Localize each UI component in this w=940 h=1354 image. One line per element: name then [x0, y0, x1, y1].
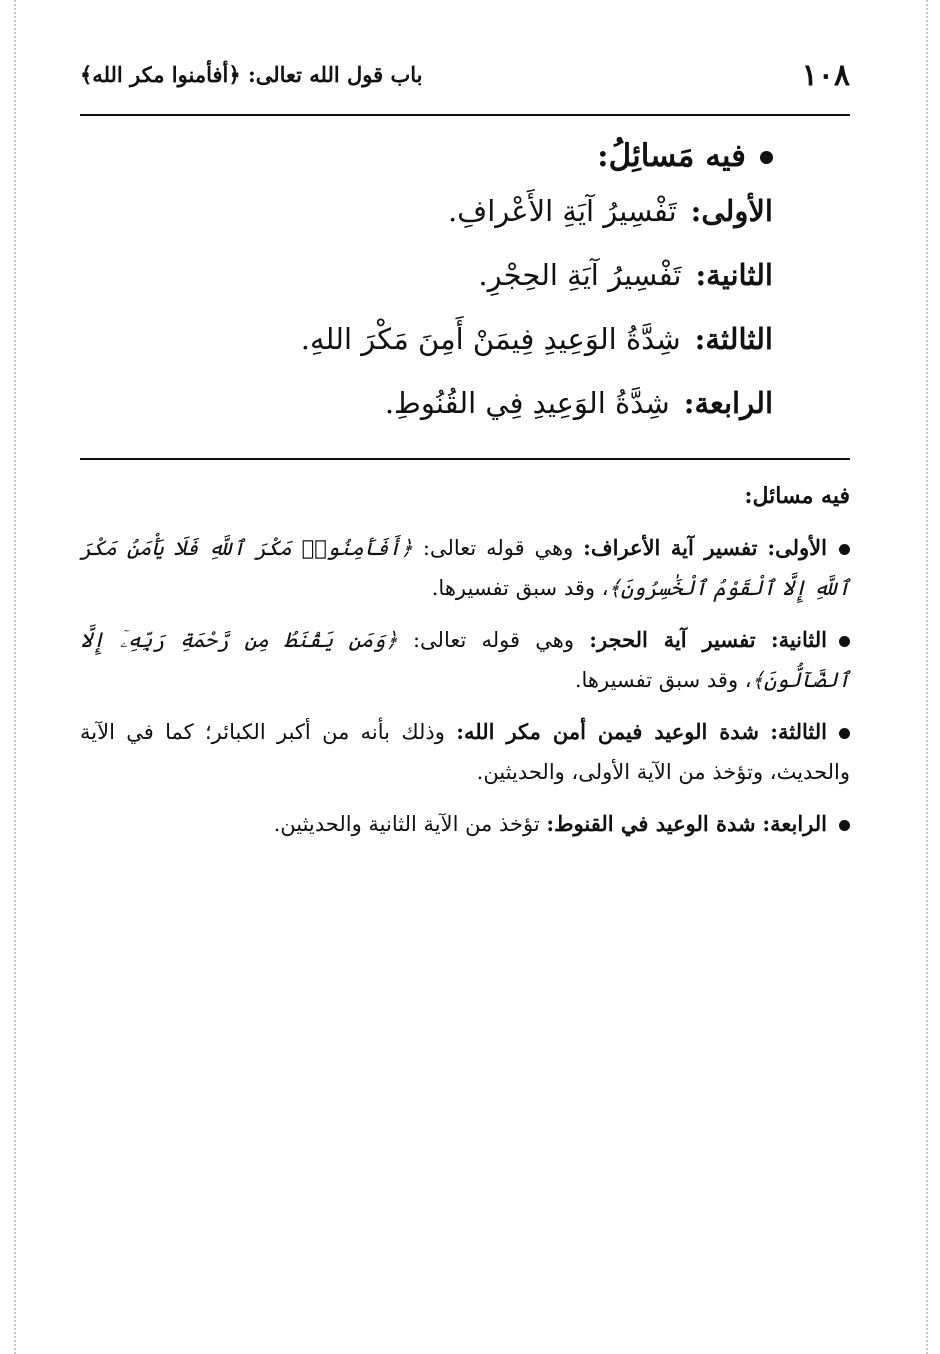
quran-verse: ﴿وَمَن يَقْنَطُ مِن رَّحْمَةِ رَبِّهِۦٓ إِلَّا ٱلضَّآلُّونَ﴾ — [80, 628, 850, 692]
summary-item-text: تَفْسِيرُ آيَةِ الأَعْرافِ. — [447, 194, 677, 228]
commentary-para-second — [80, 620, 850, 700]
scan-edge-left — [14, 0, 16, 1354]
bullet-icon — [839, 636, 850, 647]
summary-item-text: تَفْسِيرُ آيَةِ الحِجْرِ. — [478, 258, 682, 292]
para-label: الثالثة: — [770, 719, 827, 744]
para-body: ، وقد سبق تفسيرها. — [574, 668, 752, 692]
summary-item-label: الثانية: — [695, 258, 773, 292]
commentary-section — [80, 460, 850, 844]
para-title: تفسير آية الحجر: — [589, 627, 756, 652]
para-body: ، وقد سبق تفسيرها. — [431, 576, 609, 600]
commentary-para-first — [80, 528, 850, 608]
summary-item-label: الأولى: — [690, 194, 773, 228]
page-number: ١٠٨ — [801, 58, 850, 93]
bullet-icon — [839, 820, 850, 831]
para-label: الأولى: — [767, 535, 827, 560]
summary-item-label: الرابعة: — [683, 386, 773, 420]
para-label: الثانية: — [770, 627, 827, 652]
book-page — [80, 40, 850, 856]
summary-heading — [80, 136, 773, 176]
commentary-para-third — [80, 712, 850, 792]
para-title: شدة الوعيد في القنوط: — [546, 811, 756, 836]
summary-heading-text: فيه مَسائِلُ: — [597, 138, 746, 174]
summary-item-fourth — [80, 386, 773, 420]
bullet-icon — [760, 151, 773, 164]
para-intro: وهي قوله تعالى: — [412, 628, 574, 652]
para-title: تفسير آية الأعراف: — [583, 535, 758, 560]
summary-item-text: شِدَّةُ الوَعِيدِ فِيمَنْ أَمِنَ مَكْرَ اللهِ. — [300, 322, 681, 356]
issues-summary — [80, 116, 850, 454]
commentary-para-fourth — [80, 804, 850, 844]
bullet-icon — [839, 728, 850, 739]
para-body: تؤخذ من الآية الثانية والحديثين. — [273, 812, 540, 836]
summary-item-second — [80, 258, 773, 292]
running-head — [80, 40, 850, 93]
para-title: شدة الوعيد فيمن أمن مكر الله: — [456, 719, 759, 744]
para-label: الرابعة: — [762, 811, 827, 836]
scan-edge-right — [926, 0, 928, 1354]
bullet-icon — [839, 544, 850, 555]
summary-item-first — [80, 194, 773, 228]
summary-item-label: الثالثة: — [694, 322, 773, 356]
quran-verse: ﴿أَفَأَمِنُوا۟ مَكْرَ ٱللَّهِ فَلَا يَأْمَنُ مَكْرَ ٱللَّهِ إِلَّا ٱلْقَوْمُ ٱلْخَٰسِرُونَ﴾ — [80, 536, 850, 600]
summary-item-third — [80, 322, 773, 356]
commentary-heading: فيه مسائل: — [744, 483, 850, 509]
para-intro: وهي قوله تعالى: — [422, 536, 574, 560]
summary-item-text: شِدَّةُ الوَعِيدِ فِي القُنُوطِ. — [384, 386, 670, 420]
chapter-title: باب قول الله تعالى: ﴿أفأمنوا مكر الله﴾ — [80, 62, 423, 87]
para-body: وذلك بأنه من أكبر الكبائر؛ كما في الآية والحديث، وتؤخذ من الآية الأولى، والحديثين. — [80, 720, 850, 784]
